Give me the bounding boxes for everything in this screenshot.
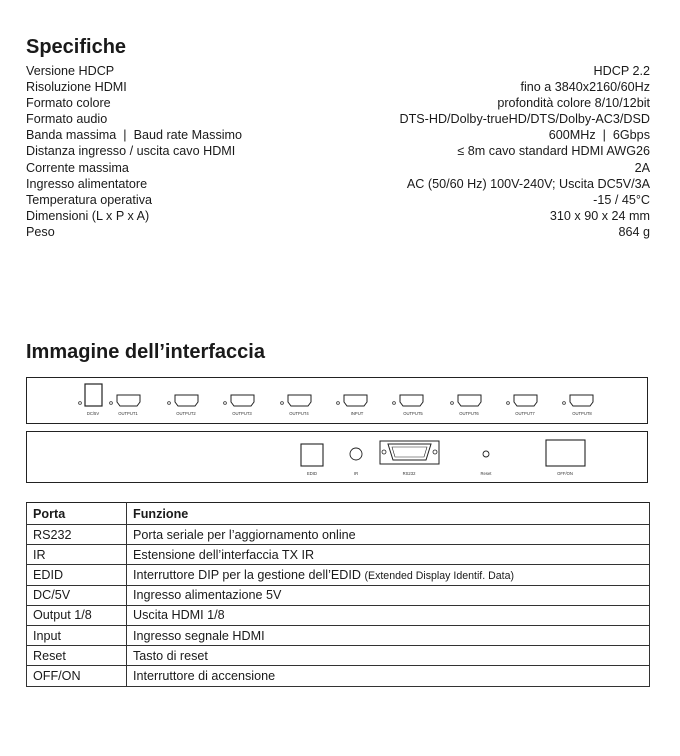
rs232-port-icon — [380, 441, 439, 464]
table-row — [27, 565, 650, 585]
port-label: DC/5V — [86, 411, 100, 416]
table-row — [27, 605, 650, 625]
spec-label: Temperatura operativa — [26, 192, 153, 207]
port-label: EDID — [306, 471, 318, 476]
spec-value: 600MHz | 6Gbps — [548, 128, 650, 143]
port-label: OUTPUT6 — [459, 411, 479, 416]
port-label: OUTPUT2 — [176, 411, 196, 416]
spec-value: -15 / 45°C — [593, 192, 650, 207]
port-label: OUTPUT8 — [572, 411, 592, 416]
function-cell: Interruttore di accensione — [127, 666, 650, 686]
port-cell: Output 1/8 — [27, 605, 127, 625]
interface-title: Immagine dell’interfaccia — [26, 341, 265, 363]
spec-label: Distanza ingresso / uscita cavo HDMI — [26, 144, 236, 159]
ir-port-icon — [350, 448, 362, 460]
spec-label: Formato colore — [26, 96, 111, 111]
function-cell: Ingresso segnale HDMI — [127, 625, 650, 645]
port-label: OUTPUT4 — [289, 411, 309, 416]
port-label: OUTPUT3 — [232, 411, 252, 416]
table-row — [27, 625, 650, 645]
spec-row — [26, 176, 650, 192]
port-cell: Input — [27, 625, 127, 645]
edid-dip-switch-icon — [301, 444, 323, 466]
spec-label: Corrente massima — [26, 160, 129, 175]
port-label: OUTPUT1 — [118, 411, 138, 416]
spec-row — [26, 79, 650, 95]
front-panel-svg — [27, 378, 649, 425]
spec-value: DTS-HD/Dolby-trueHD/DTS/Dolby-AC3/DSD — [399, 112, 650, 127]
spec-value: 864 g — [618, 224, 650, 239]
spec-row — [26, 95, 650, 111]
spec-value: HDCP 2.2 — [593, 64, 650, 78]
screw-icon — [79, 402, 82, 405]
column-header-function: Funzione — [127, 503, 650, 525]
table-row — [27, 646, 650, 666]
spec-label: Peso — [26, 224, 55, 239]
function-cell: Estensione dell’interfaccia TX IR — [127, 545, 650, 565]
table-row — [27, 585, 650, 605]
spec-label: Risoluzione HDMI — [26, 80, 127, 95]
function-cell: Tasto di reset — [127, 646, 650, 666]
table-row — [27, 545, 650, 565]
spec-value: 310 x 90 x 24 mm — [549, 208, 650, 223]
hdmi-port-icon — [281, 395, 311, 406]
spec-value: AC (50/60 Hz) 100V-240V; Uscita DC5V/3A — [406, 176, 650, 191]
dc-power-port-icon — [85, 384, 102, 406]
spec-row — [26, 208, 650, 224]
spec-row — [26, 224, 650, 240]
spec-row — [26, 143, 650, 159]
port-label: Reset — [480, 471, 492, 476]
spec-row — [26, 63, 650, 79]
port-label: OUTPUT7 — [515, 411, 535, 416]
column-header-port: Porta — [27, 503, 127, 525]
function-text: Interruttore DIP per la gestione dell’EDID — [133, 567, 361, 582]
spec-value: fino a 3840x2160/60Hz — [520, 80, 650, 95]
reset-button-icon — [483, 451, 489, 457]
port-cell: IR — [27, 545, 127, 565]
hdmi-port-icon — [563, 395, 593, 406]
spec-label: Formato audio — [26, 112, 108, 127]
front-panel-diagram — [26, 377, 648, 424]
table-row — [27, 525, 650, 545]
spec-value: ≤ 8m cavo standard HDMI AWG26 — [457, 144, 650, 159]
function-cell: Uscita HDMI 1/8 — [127, 605, 650, 625]
spec-row — [26, 127, 650, 143]
port-cell: DC/5V — [27, 585, 127, 605]
spec-label: Banda massima | Baud rate Massimo — [26, 128, 243, 143]
function-cell — [127, 565, 650, 585]
specs-title: Specifiche — [26, 36, 127, 58]
hdmi-port-icon — [168, 395, 198, 406]
spec-value: 2A — [634, 160, 650, 175]
spec-row — [26, 160, 650, 176]
port-label: IR — [353, 471, 359, 476]
hdmi-port-icon — [224, 395, 254, 406]
port-cell: OFF/ON — [27, 666, 127, 686]
power-switch-icon — [546, 440, 585, 466]
port-cell: RS232 — [27, 525, 127, 545]
function-cell: Ingresso alimentazione 5V — [127, 585, 650, 605]
spec-label: Ingresso alimentatore — [26, 176, 148, 191]
hdmi-port-icon — [393, 395, 423, 406]
spec-row — [26, 111, 650, 127]
hdmi-port-icon — [110, 395, 140, 406]
hdmi-port-icon — [507, 395, 537, 406]
port-label: OUTPUT5 — [403, 411, 423, 416]
back-panel-svg — [27, 432, 649, 484]
port-label: INPUT — [350, 411, 364, 416]
table-row — [27, 666, 650, 686]
back-panel-diagram — [26, 431, 648, 483]
table-header-row — [27, 503, 650, 525]
port-label: OFF/ON — [557, 471, 573, 476]
hdmi-port-icon — [451, 395, 481, 406]
port-function-table — [26, 502, 650, 687]
spec-label: Dimensioni (L x P x A) — [26, 208, 150, 223]
spec-label: Versione HDCP — [26, 64, 115, 78]
port-cell: EDID — [27, 565, 127, 585]
port-cell: Reset — [27, 646, 127, 666]
port-label: RS232 — [402, 471, 416, 476]
function-cell: Porta seriale per l’aggiornamento online — [127, 525, 650, 545]
hdmi-port-icon — [337, 395, 367, 406]
function-note: (Extended Display Identif. Data) — [364, 569, 515, 582]
specs-list — [26, 63, 650, 240]
spec-value: profondità colore 8/10/12bit — [497, 96, 650, 111]
spec-row — [26, 192, 650, 208]
